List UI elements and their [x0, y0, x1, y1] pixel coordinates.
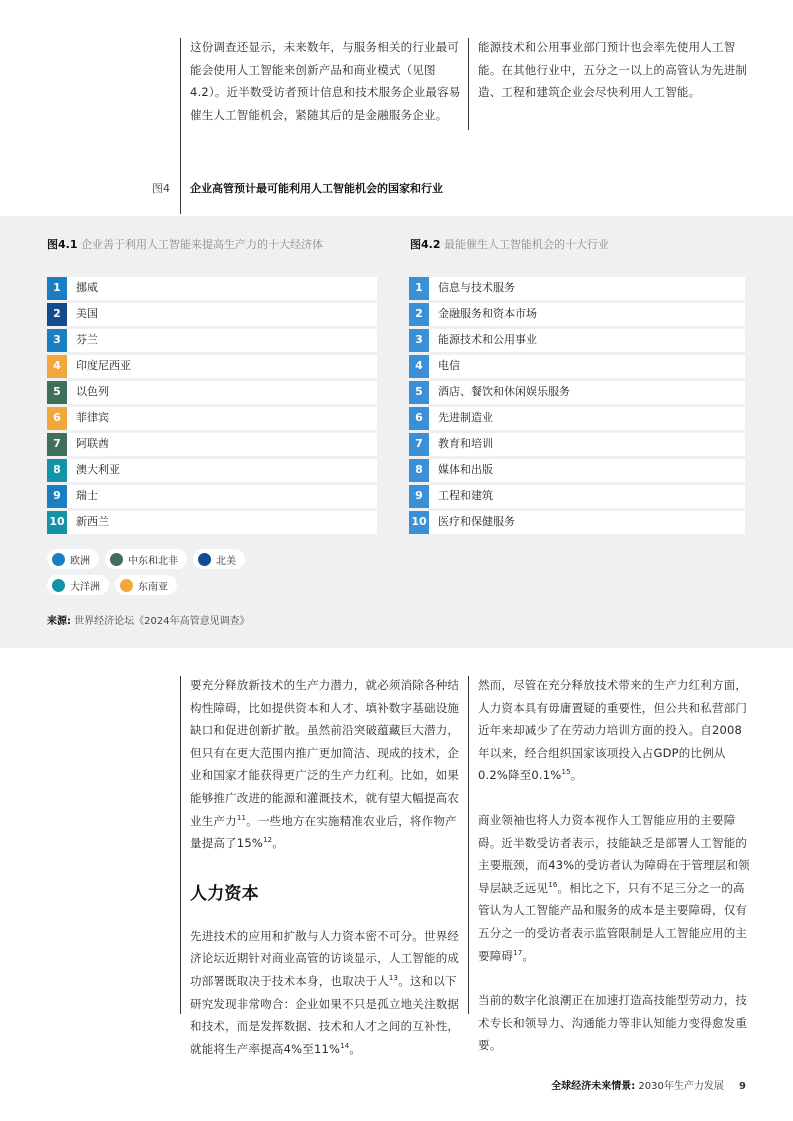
legend-label: 中东和北非 — [128, 555, 178, 567]
bottom-left-paragraph-2: 先进技术的应用和扩散与人力资本密不可分。世界经济论坛近期针对商业高管的访谈显示，人工智能的成功部署既取决于技术本身，也取决于人$^{13}$。这和以下研究发现非常吻合：企业如果不只是孤立地关注数据和技术，而是发挥数据、技术和人才之间的互补性，就能将生产率提高4%至11%$^{14}$。 — [190, 928, 460, 1056]
bottom-right-paragraph-3: 当前的数字化浪潮正在加速打造高技能型劳动力，技术专长和领导力、沟通能力等非认知能力变得愈发重要。 — [478, 993, 748, 1053]
top-middle-divider — [468, 38, 469, 130]
top-right-column — [478, 36, 750, 104]
legend-item — [115, 575, 177, 595]
legend-label: 北美 — [216, 555, 236, 567]
page-number: 9 — [739, 1081, 746, 1092]
industry-rank-number: 1 — [409, 277, 429, 300]
subfigure-4-2-label: 图4.2 — [410, 238, 441, 251]
economy-rank-number: 4 — [47, 355, 67, 378]
economy-rank-number: 3 — [47, 329, 67, 352]
industry-name: 能源技术和公用事业 — [438, 333, 537, 346]
economy-row — [47, 511, 377, 534]
economy-row — [47, 303, 377, 326]
industry-name: 工程和建筑 — [438, 489, 493, 502]
industry-name: 媒体和出版 — [438, 463, 493, 476]
industry-rank-number: 4 — [409, 355, 429, 378]
economy-rank-number: 2 — [47, 303, 67, 326]
bottom-right-paragraph-1: 然而，尽管在充分释放技术带来的生产力红利方面，人力资本具有毋庸置疑的重要性，但公共和私营部门近年来却减少了在劳动力培训方面的投入。自2008年以来，经合组织国家该项投入占GDP的比例从0.2%降至0.1%$^{15}$。 — [478, 678, 748, 783]
bottom-right-paragraph-2: 商业领袖也将人力资本视作人工智能应用的主要障碍。近半数受访者表示，技能缺乏是部署人工智能的主要瓶颈，而43%的受访者认为障碍在于管理层和领导层缺乏远见$^{16}$。相比之下，只有不足三分之一的高管认为人工智能产品和服务的成本是主要障碍，仅有五分之一的受访者表示监管限制是人工智能应用的主要障碍$^{17}$。 — [478, 812, 750, 963]
page-footer — [551, 1077, 746, 1092]
economy-rank-number: 8 — [47, 459, 67, 482]
subfigure-4-2-text: 最能催生人工智能机会的十大行业 — [444, 238, 609, 251]
economy-rank-number: 7 — [47, 433, 67, 456]
subfigure-4-2-caption — [410, 236, 609, 252]
legend-item — [105, 549, 187, 569]
legend-color-dot — [52, 579, 65, 592]
figure-label: 图4 — [152, 182, 170, 195]
industry-rank-number: 5 — [409, 381, 429, 404]
industry-row — [409, 277, 745, 300]
industry-rank-number: 8 — [409, 459, 429, 482]
economy-name: 挪威 — [76, 281, 98, 294]
industry-rank-number: 6 — [409, 407, 429, 430]
legend-label: 东南亚 — [138, 581, 168, 593]
legend-color-dot — [198, 553, 211, 566]
industry-name: 医疗和保健服务 — [438, 515, 515, 528]
economy-row — [47, 433, 377, 456]
legend-color-dot — [110, 553, 123, 566]
industry-row — [409, 511, 745, 534]
industry-row — [409, 381, 745, 404]
figure-source — [47, 612, 250, 627]
economy-name: 美国 — [76, 307, 98, 320]
industry-name: 金融服务和资本市场 — [438, 307, 537, 320]
economy-row — [47, 329, 377, 352]
economy-rank-number: 5 — [47, 381, 67, 404]
economy-row — [47, 485, 377, 508]
bottom-middle-divider — [468, 676, 469, 1014]
economy-name: 新西兰 — [76, 515, 109, 528]
top-left-paragraph: 这份调查还显示，未来数年，与服务相关的行业最可能会使用人工智能来创新产品和商业模式（见图4.2）。近半数受访者预计信息和技术服务企业最容易催生人工智能机会，紧随其后的是金融服务企业。 — [190, 40, 461, 122]
source-text: 世界经济论坛《2024年高管意见调查》 — [74, 616, 250, 627]
top-right-paragraph: 能源技术和公用事业部门预计也会率先使用人工智能。在其他行业中，五分之一以上的高管认为先进制造、工程和建筑企业会尽快利用人工智能。 — [478, 40, 748, 100]
source-label: 来源: — [47, 616, 71, 627]
region-legend-row-1 — [47, 549, 245, 569]
section-heading-human-capital: 人力资本 — [190, 883, 259, 904]
economy-row — [47, 277, 377, 300]
economy-name: 以色列 — [76, 385, 109, 398]
economy-name: 印度尼西亚 — [76, 359, 131, 372]
economy-row — [47, 381, 377, 404]
figure-title: 企业高管预计最可能利用人工智能机会的国家和行业 — [190, 182, 443, 195]
industry-name: 信息与技术服务 — [438, 281, 515, 294]
economy-name: 菲律宾 — [76, 411, 109, 424]
top-left-column — [190, 36, 462, 126]
footer-title: 全球经济未来情景: — [551, 1081, 636, 1092]
economy-rank-number: 6 — [47, 407, 67, 430]
legend-label: 大洋洲 — [70, 581, 100, 593]
economy-name: 澳大利亚 — [76, 463, 120, 476]
industry-rank-number: 2 — [409, 303, 429, 326]
industry-rank-number: 9 — [409, 485, 429, 508]
industry-name: 酒店、餐饮和休闲娱乐服务 — [438, 385, 570, 398]
industry-row — [409, 355, 745, 378]
industry-row — [409, 303, 745, 326]
legend-item — [47, 575, 109, 595]
industry-row — [409, 485, 745, 508]
economy-rank-number: 1 — [47, 277, 67, 300]
legend-label: 欧洲 — [70, 555, 90, 567]
bottom-left-divider — [180, 676, 181, 1014]
economy-name: 芬兰 — [76, 333, 98, 346]
industry-name: 先进制造业 — [438, 411, 493, 424]
legend-item — [193, 549, 245, 569]
economy-rank-number: 9 — [47, 485, 67, 508]
economy-name: 瑞士 — [76, 489, 98, 502]
region-legend-row-2 — [47, 575, 177, 595]
subfigure-4-1-caption — [47, 236, 323, 252]
industry-name: 电信 — [438, 359, 460, 372]
legend-color-dot — [52, 553, 65, 566]
bottom-left-paragraph-1: 要充分释放新技术的生产力潜力，就必须消除各种结构性障碍，比如提供资本和人才、填补数字基础设施缺口和促进创新扩散。虽然前沿突破蕴藏巨大潜力，但只有在更大范围内推广更加简洁、现成的技术，企业和国家才能获得更广泛的生产力红利。比如，如果能够推广改进的能源和灌溉技术，就有望大幅提高农业生产力$^{11}$。一些地方在实施精准农业后，将作物产量提高了15%$^{12}$。 — [190, 678, 460, 851]
legend-item — [47, 549, 99, 569]
industry-row — [409, 459, 745, 482]
top-left-divider — [180, 38, 181, 214]
industry-row — [409, 329, 745, 352]
economy-name: 阿联酋 — [76, 437, 109, 450]
industry-rank-number: 10 — [409, 511, 429, 534]
industry-name: 教育和培训 — [438, 437, 493, 450]
economy-row — [47, 407, 377, 430]
footer-subtitle: 2030年生产力发展 — [638, 1081, 724, 1092]
industry-rank-number: 7 — [409, 433, 429, 456]
industries-rank-list — [409, 277, 745, 537]
economy-rank-number: 10 — [47, 511, 67, 534]
economies-rank-list — [47, 277, 377, 537]
bottom-right-column — [478, 674, 750, 1057]
legend-color-dot — [120, 579, 133, 592]
industry-row — [409, 433, 745, 456]
economy-row — [47, 459, 377, 482]
industry-rank-number: 3 — [409, 329, 429, 352]
subfigure-4-1-label: 图4.1 — [47, 238, 78, 251]
subfigure-4-1-text: 企业善于利用人工智能来提高生产力的十大经济体 — [81, 238, 323, 251]
industry-row — [409, 407, 745, 430]
bottom-left-column — [190, 674, 462, 1060]
economy-row — [47, 355, 377, 378]
